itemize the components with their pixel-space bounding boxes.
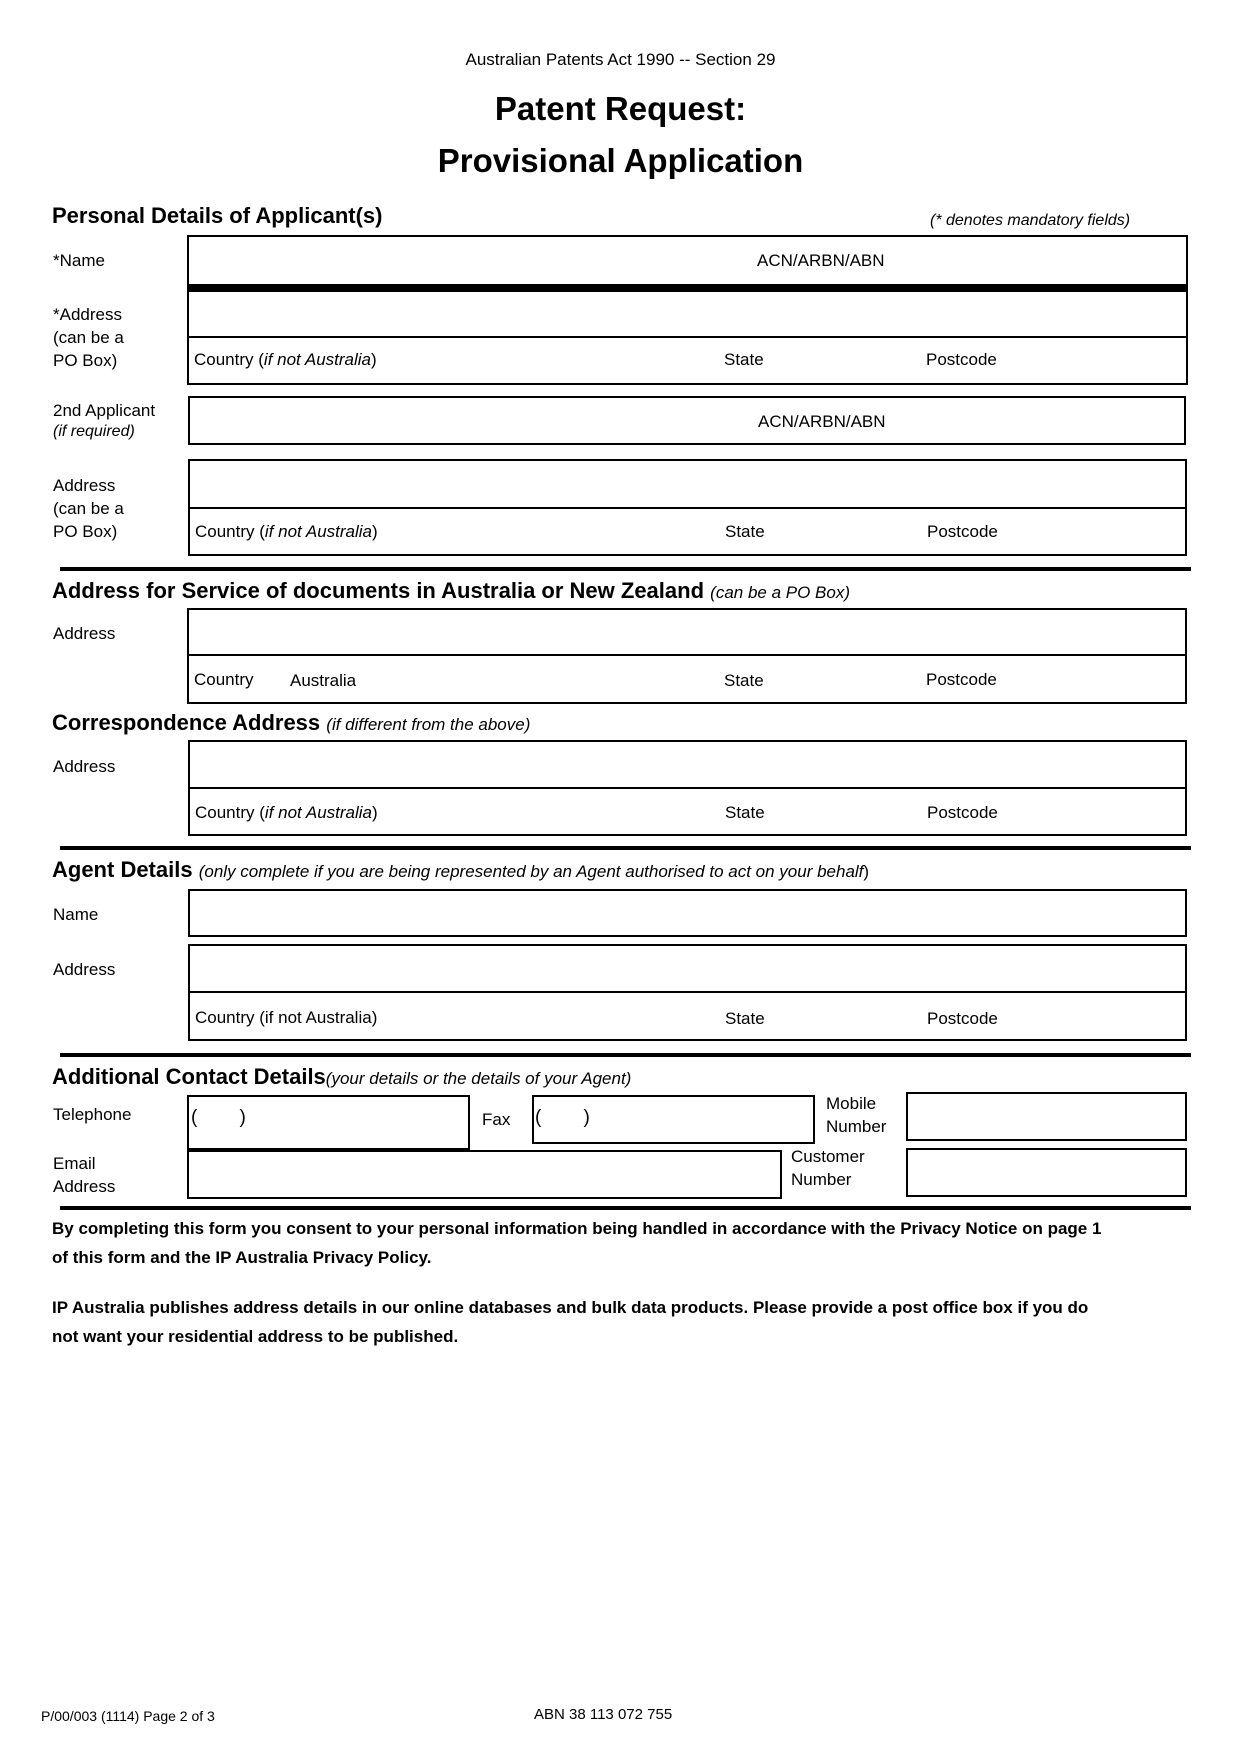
applicant-address-label-line1: *Address	[53, 305, 122, 324]
applicant-country-text: Country (	[194, 350, 264, 369]
second-applicant-address-divider	[188, 507, 1187, 509]
act-reference: Australian Patents Act 1990 -- Section 29	[465, 50, 776, 69]
service-state-label: State	[724, 671, 764, 690]
second-applicant-acn-label: ACN/ARBN/ABN	[758, 412, 886, 431]
second-applicant-label-line1: 2nd Applicant	[53, 401, 156, 420]
second-applicant-address-label-line3: PO Box)	[53, 522, 118, 541]
page-title-line1: Patent Request:	[494, 90, 747, 127]
correspondence-country-label	[195, 803, 378, 823]
footer-form-code: P/00/003 (1114) Page 2 of 3	[41, 1708, 215, 1724]
second-applicant-acn-input[interactable]	[900, 399, 1183, 442]
agent-postcode-label: Postcode	[927, 1009, 998, 1028]
publish-notice-line2: not want your residential address to be published.	[52, 1327, 459, 1346]
second-applicant-state-label: State	[725, 522, 765, 541]
applicant-address-input[interactable]	[190, 294, 1185, 334]
service-address-heading-note: (can be a PO Box)	[710, 583, 850, 602]
agent-heading-note: (only complete if you are being represented by an Agent authorised to act on your behalf	[198, 862, 864, 881]
second-applicant-address-label-line1: Address	[53, 476, 116, 495]
applicant-address-label-line2: (can be a	[53, 328, 124, 347]
section-divider-3	[60, 1053, 1191, 1057]
page-title-line2: Provisional Application	[437, 142, 804, 179]
second-applicant-country-note: if not Australia	[264, 522, 373, 541]
correspondence-address-label: Address	[53, 757, 116, 776]
agent-address-input[interactable]	[191, 948, 1184, 989]
telephone-label: Telephone	[53, 1105, 132, 1124]
telephone-prefix: ( )	[191, 1107, 246, 1128]
correspondence-heading	[52, 710, 530, 736]
agent-name-input[interactable]	[191, 892, 1184, 934]
agent-state-label: State	[725, 1009, 765, 1028]
mobile-label-line1: Mobile	[826, 1094, 877, 1113]
agent-address-divider	[188, 991, 1187, 993]
mobile-label-line2: Number	[826, 1117, 887, 1136]
correspondence-country-close: )	[372, 803, 378, 822]
mobile-input[interactable]	[909, 1095, 1184, 1138]
customer-label-line2: Number	[791, 1170, 852, 1189]
section-divider-2	[60, 846, 1191, 850]
correspondence-postcode-label: Postcode	[927, 803, 998, 822]
correspondence-country-note: if not Australia	[264, 803, 373, 822]
customer-number-label	[791, 1145, 865, 1191]
second-applicant-country-label	[195, 522, 378, 542]
correspondence-address-divider	[188, 787, 1187, 789]
applicant-country-label	[194, 350, 377, 370]
mobile-label	[826, 1092, 886, 1138]
agent-heading-close: )	[863, 862, 870, 881]
privacy-notice-line2: of this form and the IP Australia Privacy Policy.	[52, 1248, 432, 1267]
second-applicant-name-input[interactable]	[191, 399, 741, 442]
mandatory-note: (* denotes mandatory fields)	[930, 212, 1131, 229]
agent-address-label: Address	[53, 960, 116, 979]
applicant-address-label-line3: PO Box)	[53, 351, 118, 370]
correspondence-state-label: State	[725, 803, 765, 822]
applicant-acn-label: ACN/ARBN/ABN	[757, 251, 885, 270]
applicant-country-close: )	[371, 350, 377, 369]
applicant-address-label	[53, 303, 124, 372]
service-address-heading	[52, 578, 850, 604]
telephone-input[interactable]	[262, 1099, 467, 1146]
applicant-acn-input[interactable]	[900, 240, 1185, 280]
second-applicant-label	[53, 399, 155, 442]
email-label	[53, 1152, 115, 1198]
privacy-notice-line1: By completing this form you consent to your personal information being handled in accordance with the Privacy Notice on page 1	[52, 1219, 1102, 1238]
publish-notice-line1: IP Australia publishes address details in our online databases and bulk data products. Please provide a post office box if you do	[52, 1298, 1089, 1317]
fax-prefix: ( )	[535, 1107, 590, 1128]
applicant-address-divider	[187, 336, 1188, 338]
fax-input[interactable]	[606, 1099, 812, 1141]
service-address-input[interactable]	[190, 612, 1184, 652]
contact-heading-text: Additional Contact Details	[52, 1064, 326, 1089]
service-postcode-label: Postcode	[926, 670, 997, 689]
footer-abn: ABN 38 113 072 755	[534, 1706, 673, 1723]
second-applicant-country-close: )	[372, 522, 378, 541]
customer-label-line1: Customer	[791, 1147, 865, 1166]
correspondence-heading-note: (if different from the above)	[326, 715, 531, 734]
applicant-name-input[interactable]	[190, 240, 740, 280]
email-label-line1: Email	[53, 1154, 96, 1173]
applicant-name-label: *Name	[53, 251, 105, 270]
contact-details-heading	[52, 1064, 631, 1090]
fax-label: Fax	[482, 1110, 511, 1129]
agent-details-heading	[52, 857, 869, 883]
section-divider-4	[60, 1206, 1191, 1210]
agent-heading-text: Agent Details	[52, 857, 193, 882]
agent-country-label: Country (if not Australia)	[195, 1008, 378, 1027]
applicant-state-label: State	[724, 350, 764, 369]
customer-number-input[interactable]	[909, 1151, 1184, 1194]
service-country-label: Country	[194, 670, 254, 689]
correspondence-heading-text: Correspondence Address	[52, 710, 321, 735]
applicant-postcode-label: Postcode	[926, 350, 997, 369]
second-applicant-country-text: Country (	[195, 522, 265, 541]
service-address-label: Address	[53, 624, 116, 643]
email-label-line2: Address	[53, 1177, 116, 1196]
service-country-value: Australia	[290, 671, 357, 690]
second-applicant-postcode-label: Postcode	[927, 522, 998, 541]
second-applicant-address-label	[53, 474, 124, 543]
second-applicant-label-line2: (if required)	[53, 423, 135, 440]
agent-name-label: Name	[53, 905, 99, 924]
contact-heading-note: (your details or the details of your Agent)	[325, 1069, 632, 1088]
service-address-heading-text: Address for Service of documents in Australia or New Zealand	[52, 578, 705, 603]
second-applicant-address-input[interactable]	[191, 463, 1184, 505]
correspondence-address-input[interactable]	[191, 744, 1184, 785]
applicant-country-note: if not Australia	[263, 350, 372, 369]
correspondence-country-text: Country (	[195, 803, 265, 822]
personal-details-heading: Personal Details of Applicant(s)	[52, 203, 383, 228]
email-input[interactable]	[190, 1153, 779, 1196]
second-applicant-address-label-line2: (can be a	[53, 499, 124, 518]
service-address-divider	[187, 654, 1187, 656]
section-divider-1	[60, 567, 1191, 571]
